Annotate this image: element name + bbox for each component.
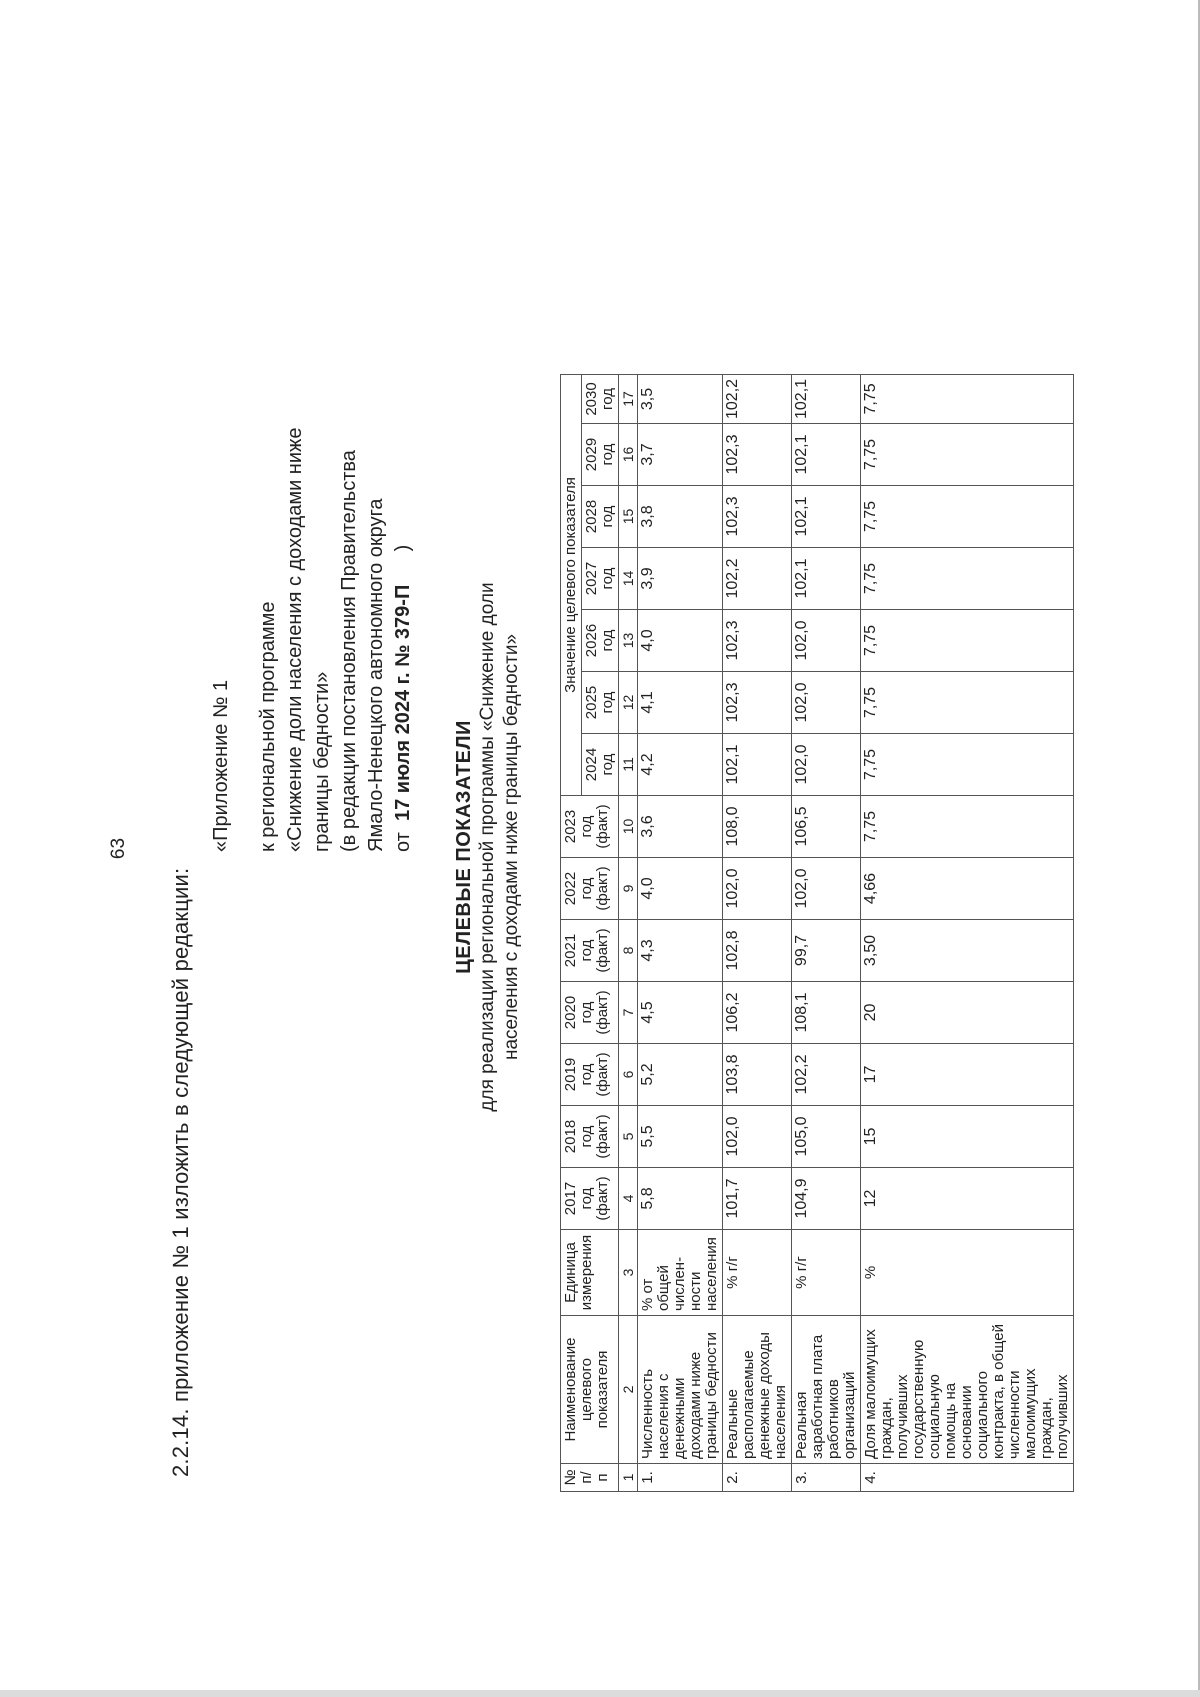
row-name: Доля малоимущих граждан, получивших государственную социальную помощь на основании социального контракта, в общей численности малоимущих граждан, получивших (861, 1316, 1074, 1464)
value-cell: 4,0 (638, 610, 723, 672)
row-unit: % от общей числен-ности населения (638, 1230, 723, 1316)
value-cell: 106,2 (723, 982, 792, 1044)
index-cell: 13 (619, 610, 638, 672)
value-cell: 104,9 (792, 1168, 861, 1230)
heading-line: для реализации региональной программы «Снижение доли (477, 582, 498, 1112)
index-cell: 3 (619, 1230, 638, 1316)
value-cell: 102,3 (723, 672, 792, 734)
header-year: 2025 год (582, 672, 619, 734)
appendix-line: к региональной программе (257, 601, 279, 852)
value-cell: 3,8 (638, 486, 723, 548)
heading-line: населения с доходами ниже границы бедности» (501, 633, 522, 1061)
intro-text: 2.2.14. приложение № 1 изложить в следующей редакции: (168, 867, 193, 1477)
header-group: Значение целевого показателя (561, 374, 582, 795)
index-cell: 2 (619, 1316, 638, 1464)
value-cell: 102,0 (792, 672, 861, 734)
index-cell: 12 (619, 672, 638, 734)
value-cell: 99,7 (792, 920, 861, 982)
header-year: 2027 год (582, 548, 619, 610)
value-cell: 102,1 (792, 424, 861, 486)
appendix-line: границы бедности» (311, 671, 333, 852)
index-cell: 17 (619, 374, 638, 423)
index-cell: 7 (619, 982, 638, 1044)
value-cell: 102,8 (723, 920, 792, 982)
value-cell: 20 (861, 982, 1074, 1044)
table-row (861, 374, 1074, 1491)
value-cell: 101,7 (723, 1168, 792, 1230)
header-year: 2017 год (факт) (561, 1168, 619, 1230)
value-cell: 102,2 (723, 548, 792, 610)
table-row (638, 374, 723, 1491)
table-row (723, 374, 792, 1491)
row-unit: % г/г (792, 1230, 861, 1316)
value-cell: 7,75 (861, 796, 1074, 858)
value-cell: 108,1 (792, 982, 861, 1044)
value-cell: 5,5 (638, 1106, 723, 1168)
value-cell: 3,5 (638, 374, 723, 423)
value-cell: 7,75 (861, 486, 1074, 548)
index-row (619, 374, 638, 1491)
value-cell: 102,0 (792, 610, 861, 672)
header-year: 2028 год (582, 486, 619, 548)
value-cell: 4,3 (638, 920, 723, 982)
header-num: № п/п (561, 1464, 619, 1492)
header-year: 2020 год (факт) (561, 982, 619, 1044)
value-cell: 102,1 (723, 734, 792, 796)
index-cell: 15 (619, 486, 638, 548)
value-cell: 7,75 (861, 672, 1074, 734)
value-cell: 4,1 (638, 672, 723, 734)
value-cell: 4,5 (638, 982, 723, 1044)
value-cell: 7,75 (861, 424, 1074, 486)
row-name: Численность населения с денежными доходами ниже границы бедности (638, 1316, 723, 1464)
appendix-line: (в редакции постановления Правительства (338, 450, 360, 852)
header-year: 2026 год (582, 610, 619, 672)
value-cell: 3,7 (638, 424, 723, 486)
row-num: 4. (861, 1464, 1074, 1492)
value-cell: 12 (861, 1168, 1074, 1230)
header-year: 2019 год (факт) (561, 1044, 619, 1106)
date-value: 17 июля 2024 г. № 379-П (392, 584, 414, 822)
row-num: 2. (723, 1464, 792, 1492)
date-prefix: от (392, 832, 414, 852)
value-cell: 102,1 (792, 374, 861, 423)
value-cell: 102,3 (723, 610, 792, 672)
value-cell: 102,3 (723, 486, 792, 548)
appendix-date (390, 427, 417, 852)
value-cell: 102,0 (723, 1106, 792, 1168)
value-cell: 7,75 (861, 374, 1074, 423)
value-cell: 3,50 (861, 920, 1074, 982)
value-cell: 102,0 (792, 734, 861, 796)
appendix-line: Ямало-Ненецкого автономного округа (365, 498, 387, 852)
index-cell: 10 (619, 796, 638, 858)
value-cell: 3,9 (638, 548, 723, 610)
value-cell: 105,0 (792, 1106, 861, 1168)
value-cell: 106,5 (792, 796, 861, 858)
table-row (792, 374, 861, 1491)
value-cell: 4,0 (638, 858, 723, 920)
index-cell: 6 (619, 1044, 638, 1106)
value-cell: 4,66 (861, 858, 1074, 920)
row-num: 3. (792, 1464, 861, 1492)
value-cell: 102,1 (792, 548, 861, 610)
value-cell: 15 (861, 1106, 1074, 1168)
row-unit: % (861, 1230, 1074, 1316)
index-cell: 16 (619, 424, 638, 486)
value-cell: 4,2 (638, 734, 723, 796)
header-unit: Единица измерения (561, 1230, 619, 1316)
header-name: Наименование целевого показателя (561, 1316, 619, 1464)
page-number: 63 (108, 837, 129, 860)
index-cell: 11 (619, 734, 638, 796)
header-year: 2021 год (факт) (561, 920, 619, 982)
index-cell: 5 (619, 1106, 638, 1168)
header-year: 2022 год (факт) (561, 858, 619, 920)
header-year: 2024 год (582, 734, 619, 796)
header-year: 2029 год (582, 424, 619, 486)
value-cell: 102,2 (723, 374, 792, 423)
index-cell: 4 (619, 1168, 638, 1230)
value-cell: 102,1 (792, 486, 861, 548)
index-cell: 9 (619, 858, 638, 920)
heading-title: ЦЕЛЕВЫЕ ПОКАЗАТЕЛИ (453, 720, 475, 974)
row-name: Реальная заработная плата работников организаций (792, 1316, 861, 1464)
header-year: 2030 год (582, 374, 619, 423)
value-cell: 7,75 (861, 734, 1074, 796)
value-cell: 17 (861, 1044, 1074, 1106)
date-suffix: ) (392, 544, 414, 552)
value-cell: 108,0 (723, 796, 792, 858)
value-cell: 7,75 (861, 610, 1074, 672)
value-cell: 5,8 (638, 1168, 723, 1230)
value-cell: 102,2 (792, 1044, 861, 1106)
table-heading (452, 297, 524, 1397)
value-cell: 103,8 (723, 1044, 792, 1106)
header-year: 2023 год (факт) (561, 796, 619, 858)
index-cell: 8 (619, 920, 638, 982)
value-cell: 5,2 (638, 1044, 723, 1106)
row-unit: % г/г (723, 1230, 792, 1316)
index-cell: 14 (619, 548, 638, 610)
appendix-block (208, 427, 417, 852)
index-cell: 1 (619, 1464, 638, 1492)
indicators-table (560, 374, 1074, 1492)
value-cell: 3,6 (638, 796, 723, 858)
value-cell: 102,0 (723, 858, 792, 920)
value-cell: 102,0 (792, 858, 861, 920)
appendix-line: «Снижение доли населения с доходами ниже (284, 427, 306, 852)
header-year: 2018 год (факт) (561, 1106, 619, 1168)
appendix-title: «Приложение № 1 (210, 679, 232, 852)
value-cell: 102,3 (723, 424, 792, 486)
value-cell: 7,75 (861, 548, 1074, 610)
row-name: Реальные располагаемые денежные доходы населения (723, 1316, 792, 1464)
row-num: 1. (638, 1464, 723, 1492)
